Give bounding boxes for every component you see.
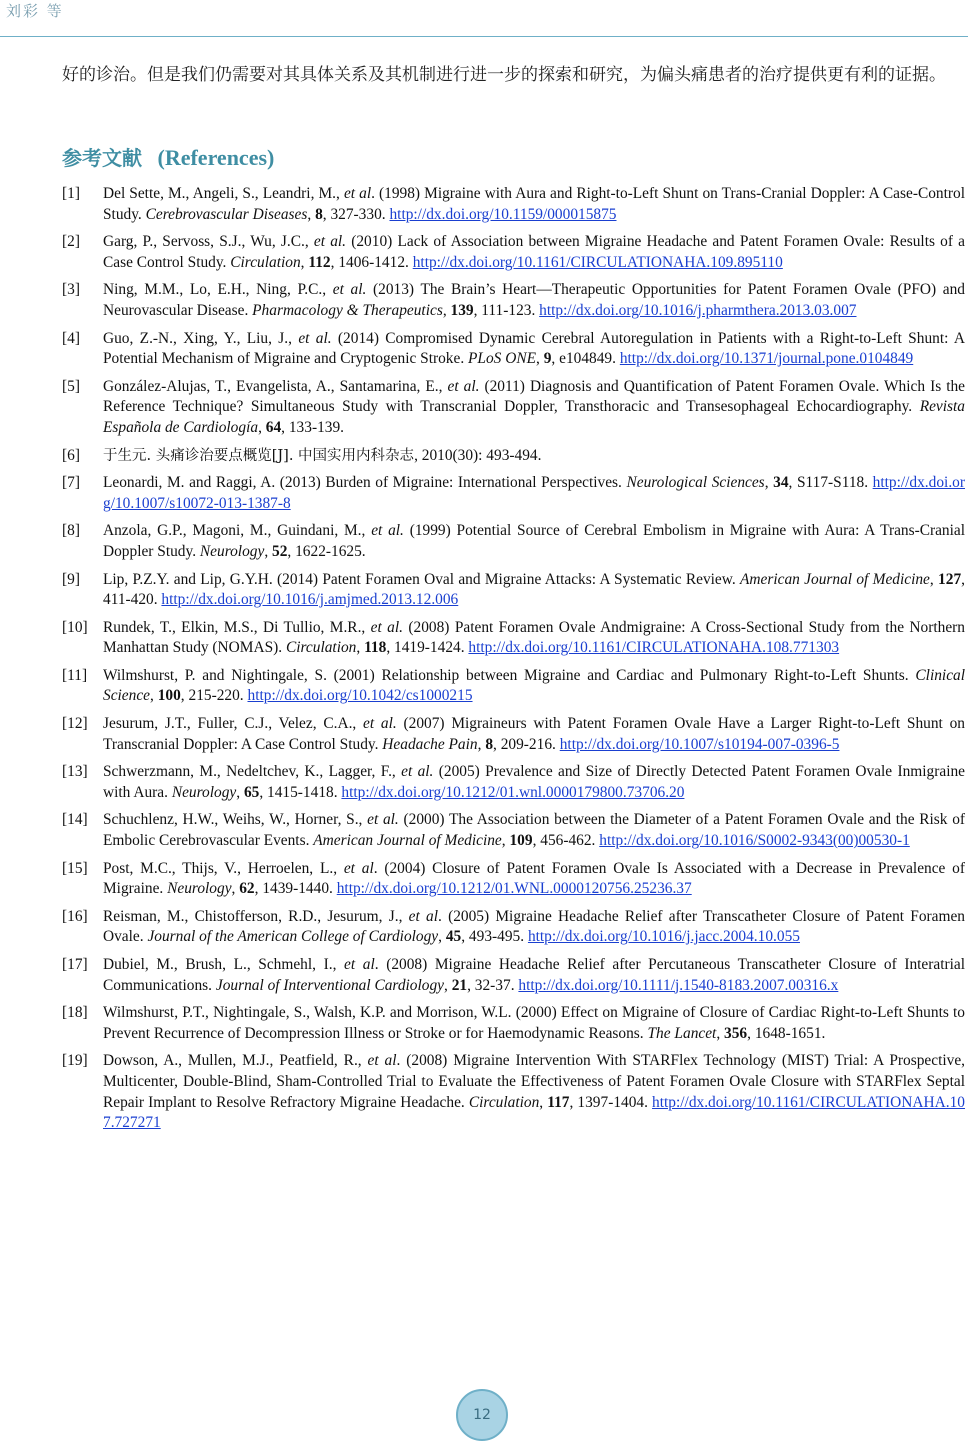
doi-link[interactable]: http://dx.doi.org/10.1161/CIRCULATIONAHA.108.771303 [468, 639, 840, 657]
doi-link[interactable]: http://dx.doi.org/10.1042/cs1000215 [247, 687, 473, 705]
reference-segment: González-Alujas, T., Evangelista, A., Santamarina, E., [103, 377, 448, 395]
reference-segment: (2005) Prevalence and Size of Directly Detected Patent Foramen Ovale Inmigraine with Aura. [103, 763, 965, 801]
reference-volume: 356 [724, 1024, 748, 1042]
reference-segment: Jesurum, J.T., Fuller, C.J., Velez, C.A., [103, 715, 364, 733]
reference-number: [16] [62, 907, 88, 925]
reference-segment: , e104849. [551, 350, 620, 368]
reference-italic: et al. [367, 811, 399, 829]
reference-segment: (2008) Patent Foramen Ovale Andmigraine: A Cross-Sectional Study from the Northern Manhattan Study (NOMAS). [103, 618, 965, 657]
reference-volume: 62 [239, 880, 255, 898]
reference-segment: , S117-S118. [788, 474, 873, 492]
reference-italic: et al. [371, 522, 404, 540]
reference-italic: Cerebrovascular Diseases [145, 205, 308, 223]
reference-item [62, 1003, 965, 1044]
reference-text [103, 763, 965, 801]
reference-segment: , [150, 687, 158, 705]
doi-link[interactable]: http://dx.doi.org/10.1371/journal.pone.0104849 [619, 350, 914, 368]
reference-italic: Revista Española de Cardiología [103, 398, 965, 436]
reference-text [103, 667, 965, 705]
reference-italic: et al [367, 1052, 397, 1070]
reference-segment: , 1648-1651. [747, 1024, 826, 1042]
reference-segment: , 32-37. [467, 976, 519, 994]
reference-segment: Guo, Z.-N., Xing, Y., Liu, J., [103, 329, 299, 347]
reference-segment: . (2004) Closure of Patent Foramen Ovale Is Associated with a Decrease in Prevalence of Migraine. [103, 859, 965, 898]
doi-link[interactable]: http://dx.doi.org/10.1212/01.WNL.0000120756.25236.37 [336, 880, 692, 898]
reference-segment: Del Sette, M., Angeli, S., Leandri, M., [103, 185, 344, 202]
reference-italic: Circulation [285, 639, 357, 657]
reference-segment: Leonardi, M. and Raggi, A. (2013) Burden of Migraine: International Perspectives. [103, 474, 627, 492]
reference-item [62, 955, 965, 996]
reference-item [62, 666, 965, 707]
reference-segment: , [539, 1093, 548, 1111]
doi-link[interactable]: http://dx.doi.org/10.1007/s10072-013-1387-8 [103, 474, 965, 512]
reference-italic: et al [343, 859, 374, 877]
doi-link[interactable]: http://dx.doi.org/10.1007/s10194-007-0396-5 [559, 735, 840, 753]
reference-number: [10] [62, 618, 88, 636]
running-header-authors: 刘彩 等 [6, 2, 64, 20]
reference-segment: Reisman, M., Chistofferson, R.D., Jesurum, J., [103, 907, 409, 925]
reference-segment: , 1419-1424. [386, 639, 469, 657]
reference-segment: , 1397-1404. [569, 1093, 653, 1111]
reference-number: [15] [62, 859, 88, 877]
reference-segment: , 1622-1625. [287, 542, 366, 560]
reference-number: [3] [62, 281, 80, 299]
reference-segment: , [356, 639, 365, 657]
reference-segment: Lip, P.Z.Y. and Lip, G.Y.H. (2014) Patent Foramen Oval and Migraine Attacks: A Systematic Review. [103, 570, 741, 588]
reference-italic: American Journal of Medicine [313, 832, 502, 850]
references-heading-en: (References) [157, 145, 275, 170]
reference-italic: et al. [363, 715, 397, 733]
reference-segment: Schwerzmann, M., Nedeltchev, K., Lagger, F., [103, 763, 402, 781]
doi-link[interactable]: http://dx.doi.org/10.1016/j.pharmthera.2013.03.007 [539, 301, 857, 319]
reference-segment: Anzola, G.P., Magoni, M., Guindani, M., [103, 522, 372, 540]
reference-text [103, 281, 965, 319]
references-heading-cn: 参考文献 [62, 146, 142, 170]
reference-item [62, 810, 965, 851]
reference-italic: Journal of Interventional Cardiology [215, 976, 444, 994]
reference-italic: et al [343, 185, 372, 202]
reference-italic: et al. [370, 618, 403, 636]
reference-volume: 8 [485, 735, 494, 753]
reference-volume: 65 [243, 783, 260, 801]
reference-number: [17] [62, 956, 88, 973]
reference-text [103, 233, 965, 271]
reference-segment: , 1439-1440. [254, 880, 337, 898]
reference-segment: , [438, 928, 446, 946]
page-header [0, 0, 968, 40]
reference-segment: , [264, 542, 273, 560]
reference-text [103, 619, 965, 657]
reference-item [62, 473, 965, 514]
reference-item [62, 280, 965, 321]
doi-link[interactable]: http://dx.doi.org/10.1016/S0002-9343(00)00530-1 [599, 832, 910, 850]
reference-number: [5] [62, 377, 80, 395]
reference-item [62, 184, 965, 225]
reference-segment: , [258, 418, 266, 436]
reference-item [62, 570, 965, 611]
page-number: 12 [473, 1407, 491, 1423]
reference-number: [7] [62, 474, 80, 492]
reference-segment: (1999) Potential Source of Cerebral Embolism in Migraine with Aura: A Trans-Cranial Doppler Study. [103, 522, 966, 560]
reference-text [103, 447, 541, 464]
reference-number: [2] [62, 233, 80, 251]
reference-item [62, 446, 965, 467]
reference-segment: Rundek, T., Elkin, M.S., Di Tullio, M.R., [103, 618, 371, 636]
reference-segment: , [231, 880, 240, 898]
reference-italic: et al [344, 956, 375, 973]
reference-item [62, 859, 965, 900]
reference-number: [6] [62, 446, 80, 464]
reference-segment: , [236, 783, 244, 801]
reference-volume: 127 [938, 570, 962, 588]
reference-segment: Schuchlenz, H.W., Weihs, W., Horner, S., [103, 811, 368, 829]
reference-number: [18] [62, 1004, 88, 1022]
reference-segment: (2000) The Association between the Diameter of a Patent Foramen Ovale and the Risk of Embolic Cerebrovascular Events. [103, 811, 966, 850]
reference-text [103, 811, 965, 849]
reference-cjk-text: 于生元. 头痛诊治要点概览[J]. 中国实用内科杂志 [103, 447, 415, 464]
reference-item [62, 762, 965, 803]
reference-segment: . (1998) Migraine with Aura and Right-to-Left Shunt on Trans-Cranial Doppler: A Case-Control Study. [103, 185, 965, 223]
reference-text [103, 908, 965, 946]
reference-segment: , 1415-1418. [259, 783, 342, 801]
reference-italic: Circulation [468, 1093, 540, 1111]
reference-item [62, 329, 965, 370]
reference-italic: PLoS ONE [468, 350, 537, 368]
reference-italic: Journal of the American College of Cardiology [147, 928, 439, 946]
reference-segment: , 209-216. [493, 735, 560, 753]
reference-volume: 52 [272, 542, 288, 560]
reference-segment: Dubiel, M., Brush, L., Schmehl, I., [103, 956, 345, 973]
reference-number: [4] [62, 329, 80, 347]
reference-segment: (2013) The Brain’s Heart—Therapeutic Opportunities for Patent Foramen Ovale (PFO) and Neurovascular Disease. [103, 281, 966, 319]
intro-paragraph: 好的诊治。但是我们仍需要对其具体关系及其机制进行进一步的探索和研究，为偏头痛患者的治疗提供更有利的证据。 [62, 65, 946, 85]
reference-segment: Wilmshurst, P. and Nightingale, S. (2001) Relationship between Migraine and Cardiac and Pulmonary Right-to-Left Shunts. [103, 666, 916, 684]
reference-segment: , [929, 570, 939, 588]
reference-text [103, 330, 965, 368]
reference-volume: 118 [364, 639, 387, 657]
reference-volume: 9 [543, 350, 552, 368]
doi-link[interactable]: http://dx.doi.org/10.1161/CIRCULATIONAHA.107.727271 [103, 1093, 965, 1132]
reference-segment: , [501, 832, 510, 850]
reference-italic: et al. [313, 233, 347, 251]
doi-link[interactable]: http://dx.doi.org/10.1016/j.jacc.2004.10.055 [527, 928, 800, 946]
reference-item [62, 1051, 965, 1133]
reference-volume: 21 [451, 976, 468, 994]
reference-italic: Neurology [199, 542, 265, 560]
reference-segment: (2010) Lack of Association between Migraine Headache and Patent Foramen Ovale: Results of a Case Control Study. [103, 233, 966, 271]
reference-segment: , 493-495. [461, 928, 528, 946]
reference-item [62, 377, 965, 439]
doi-link[interactable]: http://dx.doi.org/10.1161/CIRCULATIONAHA.109.895110 [412, 253, 783, 271]
reference-text [103, 474, 965, 512]
reference-segment: , [477, 735, 486, 753]
reference-italic: et al. [298, 329, 332, 347]
reference-segment: (2011) Diagnosis and Quantification of Patent Foramen Ovale. Which Is the Reference Technique? Simultaneous Study with Transcranial Doppler, Transthoracic and Transesophageal Echocardiography. [103, 377, 965, 416]
reference-volume: 45 [445, 928, 462, 946]
reference-italic: Pharmacology & Therapeutics [252, 301, 443, 319]
reference-segment: , [444, 976, 452, 994]
doi-link[interactable]: http://dx.doi.org/10.1159/000015875 [389, 205, 617, 223]
reference-segment: , [442, 301, 451, 319]
reference-item [62, 714, 965, 755]
reference-text [103, 1004, 965, 1042]
reference-list [62, 184, 965, 1141]
reference-number: [13] [62, 763, 88, 781]
reference-segment: , 1406-1412. [330, 253, 413, 271]
reference-volume: 64 [265, 418, 282, 436]
page-number-badge [456, 1389, 508, 1441]
doi-link[interactable]: http://dx.doi.org/10.1016/j.amjmed.2013.12.006 [161, 591, 459, 609]
reference-text [103, 185, 965, 223]
reference-segment: , 133-139. [281, 418, 344, 436]
reference-volume: 109 [509, 832, 533, 850]
reference-item [62, 521, 965, 562]
reference-italic: et al [408, 907, 438, 925]
reference-segment: Ning, M.M., Lo, E.H., Ning, P.C., [103, 281, 333, 299]
reference-segment: , [300, 253, 309, 271]
reference-segment: , [307, 205, 316, 223]
reference-italic: American Journal of Medicine [740, 570, 930, 588]
reference-segment: Dowson, A., Mullen, M.J., Peatfield, R., [103, 1052, 368, 1070]
reference-text [103, 956, 965, 994]
reference-italic: et al. [447, 377, 480, 395]
reference-segment: , 111-123. [473, 301, 540, 319]
reference-number: [12] [62, 715, 88, 733]
reference-volume: 100 [157, 687, 181, 705]
reference-italic: The Lancet [647, 1024, 717, 1042]
reference-volume: 117 [547, 1093, 570, 1111]
reference-number: [11] [62, 666, 88, 684]
reference-segment: Garg, P., Servoss, S.J., Wu, J.C., [103, 233, 314, 251]
reference-text [103, 522, 965, 560]
reference-segment: (2007) Migraineurs with Patent Foramen Ovale Have a Larger Right-to-Left Shunt on Transcranial Doppler: A Case Control Study. [103, 715, 965, 753]
reference-italic: Neurology [171, 783, 237, 801]
reference-item [62, 907, 965, 948]
reference-italic: Clinical Science [103, 666, 965, 705]
reference-text [103, 378, 965, 436]
reference-item [62, 232, 965, 273]
references-heading [62, 142, 274, 171]
reference-number: [1] [62, 185, 80, 202]
reference-number: [9] [62, 570, 80, 588]
header-divider [0, 36, 968, 37]
reference-number: [19] [62, 1052, 88, 1070]
reference-number: [14] [62, 811, 88, 829]
reference-italic: Neurological Sciences [626, 474, 765, 492]
reference-item [62, 618, 965, 659]
doi-link[interactable]: http://dx.doi.org/10.1111/j.1540-8183.2007.00316.x [518, 976, 839, 994]
reference-segment: Wilmshurst, P.T., Nightingale, S., Walsh, K.P. and Morrison, W.L. (2000) Effect on Migraine of Closure of Cardiac Right-to-Left Shunts to Prevent Recurrence of Decompression Illness or Stroke or for Haemodynamic Reasons. [103, 1004, 965, 1042]
reference-italic: et al. [332, 281, 367, 299]
reference-volume: 139 [450, 301, 474, 319]
reference-volume: 8 [315, 205, 323, 223]
doi-link[interactable]: http://dx.doi.org/10.1212/01.wnl.0000179800.73706.20 [341, 783, 685, 801]
reference-segment: , 215-220. [180, 687, 248, 705]
reference-segment: Post, M.C., Thijs, V., Herroelen, L., [103, 859, 344, 877]
reference-segment: . (2008) Migraine Headache Relief after Percutaneous Transcatheter Closure of Interatrial Communications. [103, 956, 965, 994]
reference-italic: et al. [401, 763, 434, 781]
reference-segment: , [536, 350, 544, 368]
reference-segment: , [764, 474, 774, 492]
reference-segment: . (2008) Migraine Intervention With STARFlex Technology (MIST) Trial: A Prospective, Multicenter, Double-Blind, Sham-Controlled Trial to Evaluate the Effectiveness of Patent Foramen Ovale Closure with STARFlex Septal Repair Implant to Resolve Refractory Migraine Headache. [103, 1052, 965, 1111]
reference-segment: . (2005) Migraine Headache Relief after Transcatheter Closure of Patent Foramen Ovale. [103, 907, 965, 946]
reference-italic: Headache Pain [382, 735, 478, 753]
reference-text [103, 860, 965, 898]
reference-segment: (2014) Compromised Dynamic Cerebral Autoregulation in Patients with a Right-to-Left Shunt: A Potential Mechanism of Migraine and Cryptogenic Stroke. [103, 329, 965, 368]
reference-italic: Circulation [230, 253, 301, 271]
reference-segment: , 456-462. [532, 832, 600, 850]
reference-segment: , 2010(30): 493-494. [414, 446, 542, 464]
reference-number: [8] [62, 522, 80, 540]
reference-italic: Neurology [167, 880, 232, 898]
reference-text [103, 715, 965, 753]
reference-segment: , 411-420. [103, 570, 965, 609]
reference-text [103, 1052, 965, 1131]
reference-text [103, 571, 965, 609]
reference-volume: 112 [308, 253, 331, 271]
reference-volume: 34 [773, 474, 789, 492]
reference-segment: , [716, 1024, 725, 1042]
reference-segment: , 327-330. [322, 205, 390, 223]
